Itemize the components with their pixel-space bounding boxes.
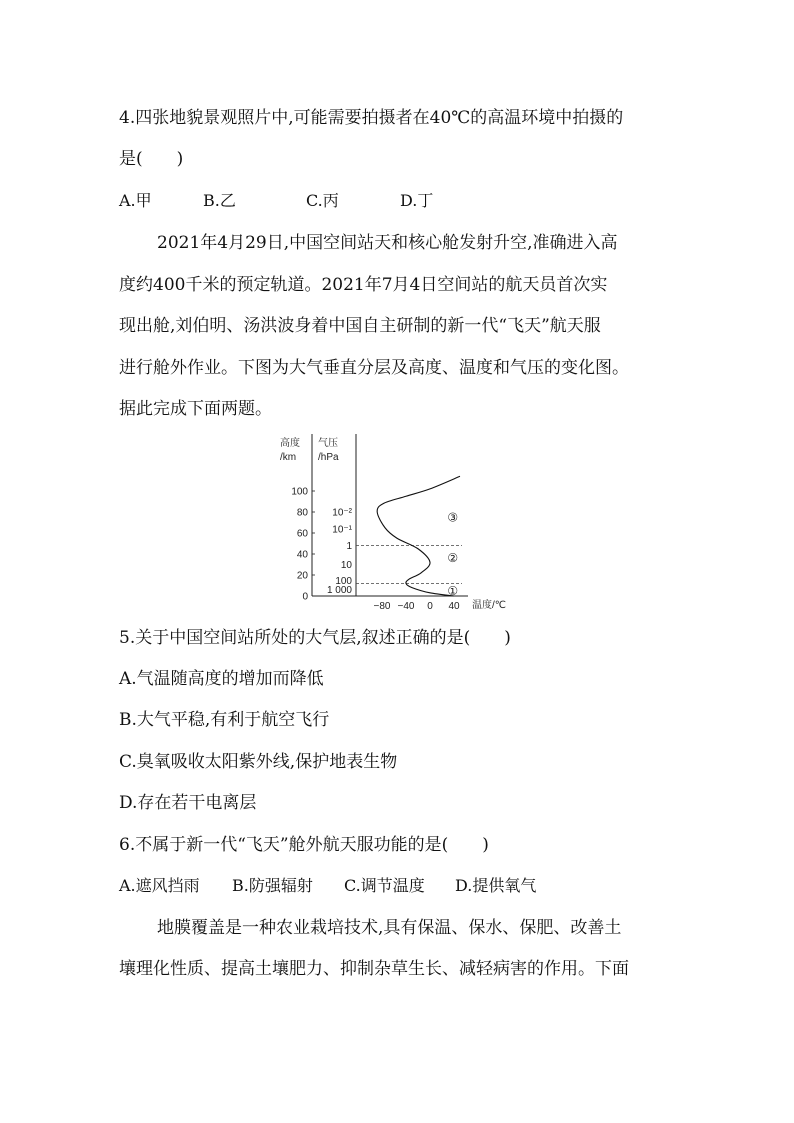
q4-option-b: B.乙 bbox=[203, 191, 236, 210]
pressure-tick-label: 100 bbox=[335, 575, 352, 587]
q5-option-a: A.气温随高度的增加而降低 bbox=[119, 669, 324, 689]
height-tick-label: 40 bbox=[296, 549, 308, 561]
temperature-curve bbox=[377, 476, 460, 596]
pressure-tick-label: 10⁻¹ bbox=[332, 524, 352, 536]
height-axis-unit: /km bbox=[280, 452, 297, 463]
pressure-tick-label: 10 bbox=[340, 560, 352, 571]
pressure-tick-label: 1 bbox=[346, 541, 352, 553]
q6-stem: 6.不属于新一代“飞天”舱外航天服功能的是( ) bbox=[119, 835, 489, 855]
q4-option-d: D.丁 bbox=[400, 191, 434, 210]
layer-label: ③ bbox=[447, 510, 459, 525]
passage2-line1: 地膜覆盖是一种农业栽培技术,具有保温、保水、保肥、改善土 bbox=[157, 918, 622, 938]
pressure-axis-title: 气压 bbox=[318, 438, 338, 449]
q6-option-d: D.提供氧气 bbox=[455, 876, 537, 895]
q5-option-d: D.存在若干电离层 bbox=[119, 793, 257, 813]
temperature-profile-line bbox=[377, 476, 460, 596]
temperature-tick-label: 0 bbox=[427, 601, 433, 612]
temperature-tick-label: −40 bbox=[397, 601, 415, 612]
q5-stem: 5.关于中国空间站所处的大气层,叙述正确的是( ) bbox=[119, 628, 511, 648]
height-axis-title: 高度 bbox=[280, 438, 300, 449]
height-tick-label: 60 bbox=[296, 528, 308, 540]
layer-label: ① bbox=[447, 583, 459, 598]
passage1-line3: 现出舱,刘伯明、汤洪波身着中国自主研制的新一代“飞天”航天服 bbox=[119, 316, 601, 336]
pressure-tick-label: 10⁻² bbox=[332, 507, 352, 519]
temperature-tick-label: −80 bbox=[373, 601, 391, 612]
q6-option-a: A.遮风挡雨 bbox=[119, 876, 200, 895]
passage1-line2: 度约400千米的预定轨道。2021年7月4日空间站的航天员首次实 bbox=[119, 275, 608, 295]
q4-option-c: C.丙 bbox=[306, 191, 339, 210]
q6-option-c: C.调节温度 bbox=[344, 876, 425, 895]
pressure-tick-label: 1 000 bbox=[326, 585, 352, 597]
layer-label: ② bbox=[447, 551, 459, 566]
atmosphere-layers-chart bbox=[272, 432, 522, 614]
height-tick-label: 20 bbox=[296, 570, 308, 582]
pressure-axis-unit: /hPa bbox=[318, 452, 339, 463]
height-tick-label: 100 bbox=[291, 486, 308, 498]
height-tick-label: 0 bbox=[302, 591, 308, 603]
reference-lines bbox=[356, 546, 462, 584]
q6-option-b: B.防强辐射 bbox=[232, 876, 313, 895]
q4-option-a: A.甲 bbox=[119, 191, 152, 210]
passage1-line4: 进行舱外作业。下图为大气垂直分层及高度、温度和气压的变化图。 bbox=[119, 358, 629, 378]
passage2-line2: 壤理化性质、提高土壤肥力、抑制杂草生长、减轻病害的作用。下面 bbox=[119, 959, 629, 979]
passage1-line5: 据此完成下面两题。 bbox=[119, 399, 272, 419]
temperature-tick-label: 40 bbox=[448, 601, 460, 612]
q5-option-b: B.大气平稳,有利于航空飞行 bbox=[119, 710, 330, 730]
height-tick-label: 80 bbox=[296, 507, 308, 519]
q4-stem-line2: 是( ) bbox=[119, 149, 184, 169]
q4-stem-line1: 4.四张地貌景观照片中,可能需要拍摄者在40℃的高温环境中拍摄的 bbox=[119, 108, 624, 128]
passage1-line1: 2021年4月29日,中国空间站天和核心舱发射升空,准确进入高 bbox=[157, 233, 618, 253]
temperature-axis-title: 温度/℃ bbox=[472, 600, 507, 611]
q5-option-c: C.臭氧吸收太阳紫外线,保护地表生物 bbox=[119, 752, 398, 772]
chart-labels bbox=[280, 436, 506, 612]
